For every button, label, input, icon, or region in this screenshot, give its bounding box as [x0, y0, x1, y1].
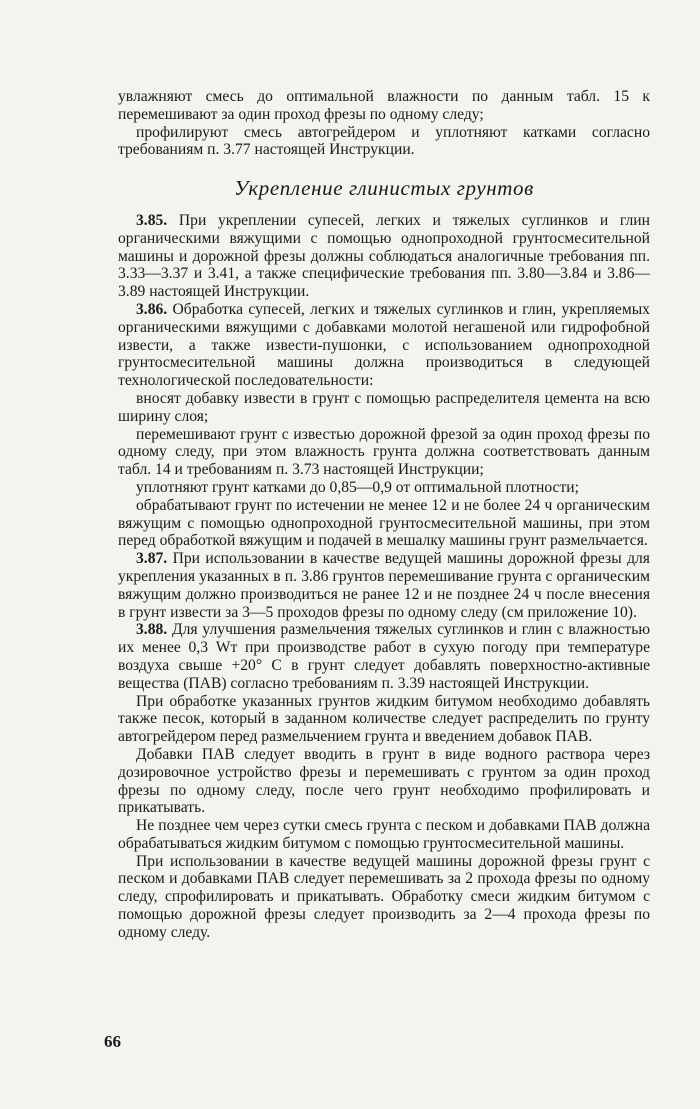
- paragraph: При использовании в качестве ведущей машины дорожной фрезы грунт с песком и добавками ПАВ следует перемешивать за 2 прохода фрезы по одному следу, спрофилировать и прикатывать. Обработку смеси жидким битумом с помощью дорожной фрезы следует производить за 2—4 прохода фрезы по одному следу.: [118, 852, 650, 941]
- clause-text: При укреплении супесей, легких и тяжелых суглинков и глин органическими вяжущими с помощью однопроходной грунтосмесительной машины и дорожной фрезы должны соблюдаться аналогичные требования пп. 3.33—3.37 и 3.41, а также специфические требования пп. 3.80—3.84 и 3.86—3.89 настоящей Инструкции.: [118, 212, 651, 301]
- continued-text: [118, 88, 650, 159]
- clause-text: Для улучшения размельчения тяжелых суглинков и глин с влажностью их менее 0,3 Wт при производстве работ в сухую погоду при температуре воздуха свыше +20° С в грунт следует добавлять поверхностно-активные вещества (ПАВ) согласно требованиям п. 3.39 настоящей Инструкции.: [118, 621, 650, 692]
- page-number: 66: [104, 1032, 121, 1051]
- clause-number: 3.86.: [136, 300, 168, 318]
- section-heading: Укрепление глинистых грунтов: [234, 176, 534, 200]
- step-item: перемешивают грунт с известью дорожной фрезой за один проход фрезы по одному следу, при этом влажность грунта должна соответствовать данным табл. 14 и требованиям п. 3.73 настоящей Инструкции;: [118, 425, 650, 479]
- clause-text: Обработка супесей, легких и тяжелых суглинков и глин, укрепляемых органическими вяжущими с добавками молотой негашеной или гидрофобной извести, а также извести-пушонки, с использованием однопроходной грунтосмесительной машины должна производиться в следующей технологической последовательности:: [118, 300, 650, 390]
- clause-3-86: [118, 301, 650, 390]
- clause-3-85: [118, 212, 650, 301]
- step-item: вносят добавку извести в грунт с помощью распределителя цемента на всю ширину слоя;: [118, 389, 650, 425]
- paragraph: Добавки ПАВ следует вводить в грунт в виде водного раствора через дозировочное устройство фрезы и перемешивать с грунтом за один проход фрезы по одному следу, после чего грунт необходимо профилировать и прикатывать.: [118, 745, 650, 817]
- clause-3-87: [118, 550, 650, 621]
- clause-3-88: [118, 621, 650, 692]
- paragraph: Не позднее чем через сутки смесь грунта с песком и добавками ПАВ должна обрабатываться жидким битумом с помощью грунтосмесительной машины.: [118, 817, 650, 852]
- clause-number: 3.88.: [136, 621, 168, 639]
- step-item: обрабатывают грунт по истечении не менее 12 и не более 24 ч органическим вяжущим с помощью однопроходной грунтосмесительной машины, при этом перед обработкой вяжущим и подачей в мешалку машины грунт размельчается.: [118, 496, 650, 550]
- main-text: [118, 212, 650, 942]
- paragraph: При обработке указанных грунтов жидким битумом необходимо добавлять также песок, который в заданном количестве следует распределить по грунту автогрейдером перед размельчением грунта и введением добавок ПАВ.: [118, 692, 650, 746]
- paragraph: профилируют смесь автогрейдером и уплотняют катками согласно требованиям п. 3.77 настоящей Инструкции.: [118, 123, 650, 159]
- clause-number: 3.85.: [136, 212, 168, 229]
- step-item: уплотняют грунт катками до 0,85—0,9 от оптимальной плотности;: [136, 478, 579, 496]
- clause-number: 3.87.: [136, 550, 168, 568]
- paragraph: увлажняют смесь до оптимальной влажности по данным табл. 15 к перемешивают за один проход фрезы по одному следу;: [118, 88, 650, 123]
- clause-text: При использовании в качестве ведущей машины дорожной фрезы для укрепления указанных в п. 3.86 грунтов перемешивание грунта с органическим вяжущим должно производиться не ранее 12 и не позднее 24 ч после внесения в грунт извести за 3—5 проходов фрезы по одному следу (см приложение 10).: [118, 550, 650, 621]
